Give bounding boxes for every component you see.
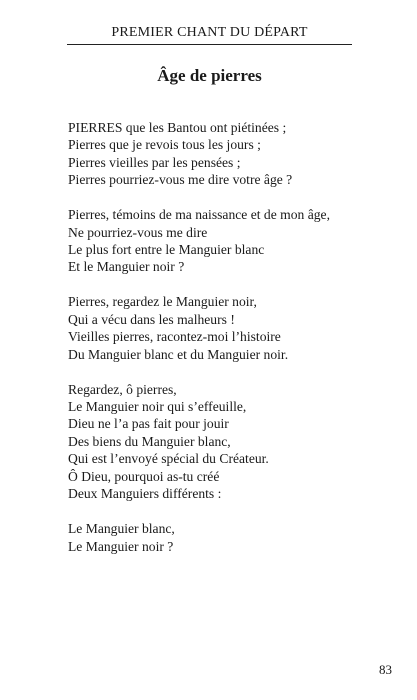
verse-line: Et le Manguier noir ? [68,259,185,275]
page-number: 83 [379,662,392,677]
verse-line: Regardez, ô pierres, [68,381,177,397]
verse-line: Pierres vieilles par les pensées ; [68,154,241,170]
verse-line: Qui a vécu dans les malheurs ! [68,311,235,327]
verse-line: Deux Manguiers différents : [68,486,222,502]
stanza-5 [68,520,368,555]
verse-line: Vieilles pierres, racontez-moi l’histoire [68,329,281,345]
verse-line: Qui est l’envoyé spécial du Créateur. [68,451,269,467]
verse-line: Pierres, témoins de ma naissance et de mon âge, [68,207,330,223]
verse-line: Des biens du Manguier blanc, [68,433,231,449]
verse-line: Le Manguier noir qui s’effeuille, [68,399,247,415]
stanza-2 [68,206,368,276]
verse-line: Pierres pourriez-vous me dire votre âge ? [68,172,293,188]
poem-title: Âge de pierres [157,66,262,85]
verse-line: Pierres que je revois tous les jours ; [68,137,261,153]
verse-line: Ô Dieu, pourquoi as-tu créé [68,468,220,484]
stanza-1 [68,119,368,189]
verse-line: Pierres, regardez le Manguier noir, [68,294,257,310]
header-rule [67,44,352,45]
stanza-4 [68,381,368,503]
verse-line: Du Manguier blanc et du Manguier noir. [68,346,289,362]
verse-line: Dieu ne l’a pas fait pour jouir [68,416,229,432]
verse-line: PIERRES que les Bantou ont piétinées ; [68,120,287,135]
verse-line: Le Manguier noir ? [68,538,174,554]
stanza-3 [68,293,368,363]
verse-line: Le plus fort entre le Manguier blanc [68,242,265,258]
verse-line: Le Manguier blanc, [68,521,175,537]
poem-body [68,119,368,573]
verse-line: Ne pourriez-vous me dire [68,224,208,240]
running-head: PREMIER CHANT DU DÉPART [111,25,308,40]
